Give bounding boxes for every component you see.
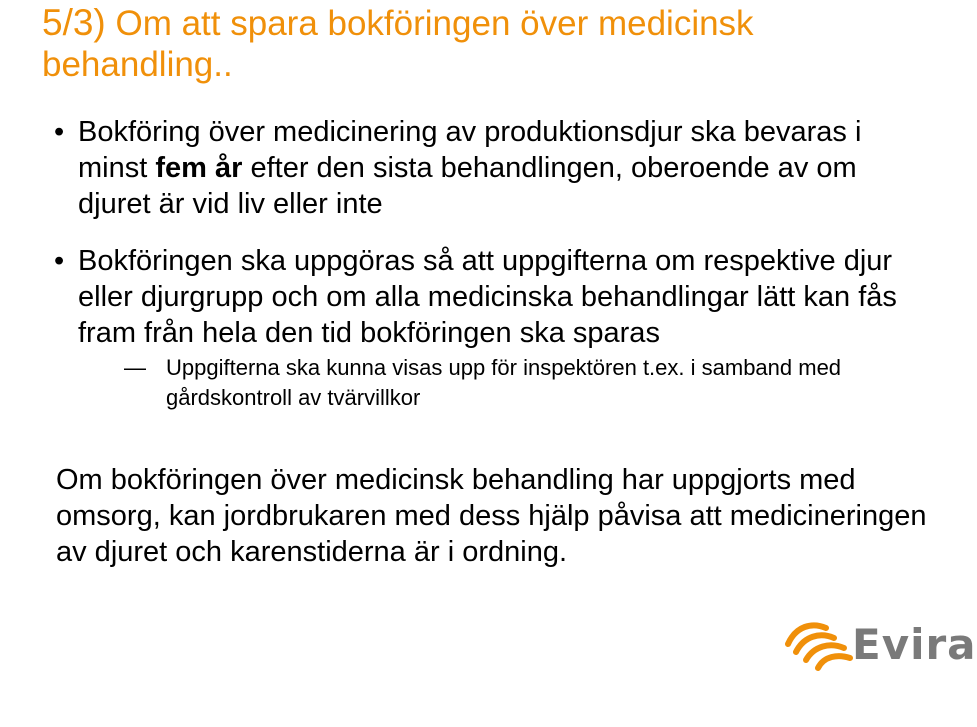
sub-bullet-text: Uppgifterna ska kunna visas upp för inspektören t.ex. i samband med gårdskontroll av tvärvillkor bbox=[166, 355, 842, 410]
bullet-emphasis: fem år bbox=[155, 152, 243, 184]
bullet-icon: • bbox=[54, 116, 65, 148]
bullet-text-continued: efter den sista behandlingen, oberoende av om djuret är vid liv eller inte bbox=[78, 152, 857, 220]
sub-bullet-item bbox=[78, 353, 932, 413]
slide-title-text: Om att spara bokföringen över medicinsk behandling.. bbox=[42, 4, 754, 84]
bullet-icon: • bbox=[54, 245, 65, 277]
bullet-list bbox=[52, 114, 932, 413]
slide-number: 5/3) bbox=[42, 2, 106, 43]
slide-title bbox=[42, 2, 942, 85]
dash-icon: — bbox=[124, 355, 146, 380]
bullet-item bbox=[52, 114, 932, 222]
evira-logo bbox=[782, 614, 977, 676]
bullet-item bbox=[52, 243, 932, 413]
evira-logo-text: Evira bbox=[852, 620, 977, 669]
evira-logo-mark-icon bbox=[782, 614, 854, 676]
bullet-text: Bokföring över medicinering av produktionsdjur ska bevaras i minst bbox=[78, 116, 862, 184]
closing-paragraph: Om bokföringen över medicinsk behandling har uppgjorts med omsorg, kan jordbrukaren med dess hjälp påvisa att medicineringen av djuret och karenstiderna är i ordning. bbox=[56, 464, 927, 568]
bullet-text: Bokföringen ska uppgöras så att uppgifterna om respektive djur eller djurgrupp och om alla medicinska behandlingar lätt kan fås fram från hela den tid bokföringen ska sparas bbox=[78, 245, 897, 349]
